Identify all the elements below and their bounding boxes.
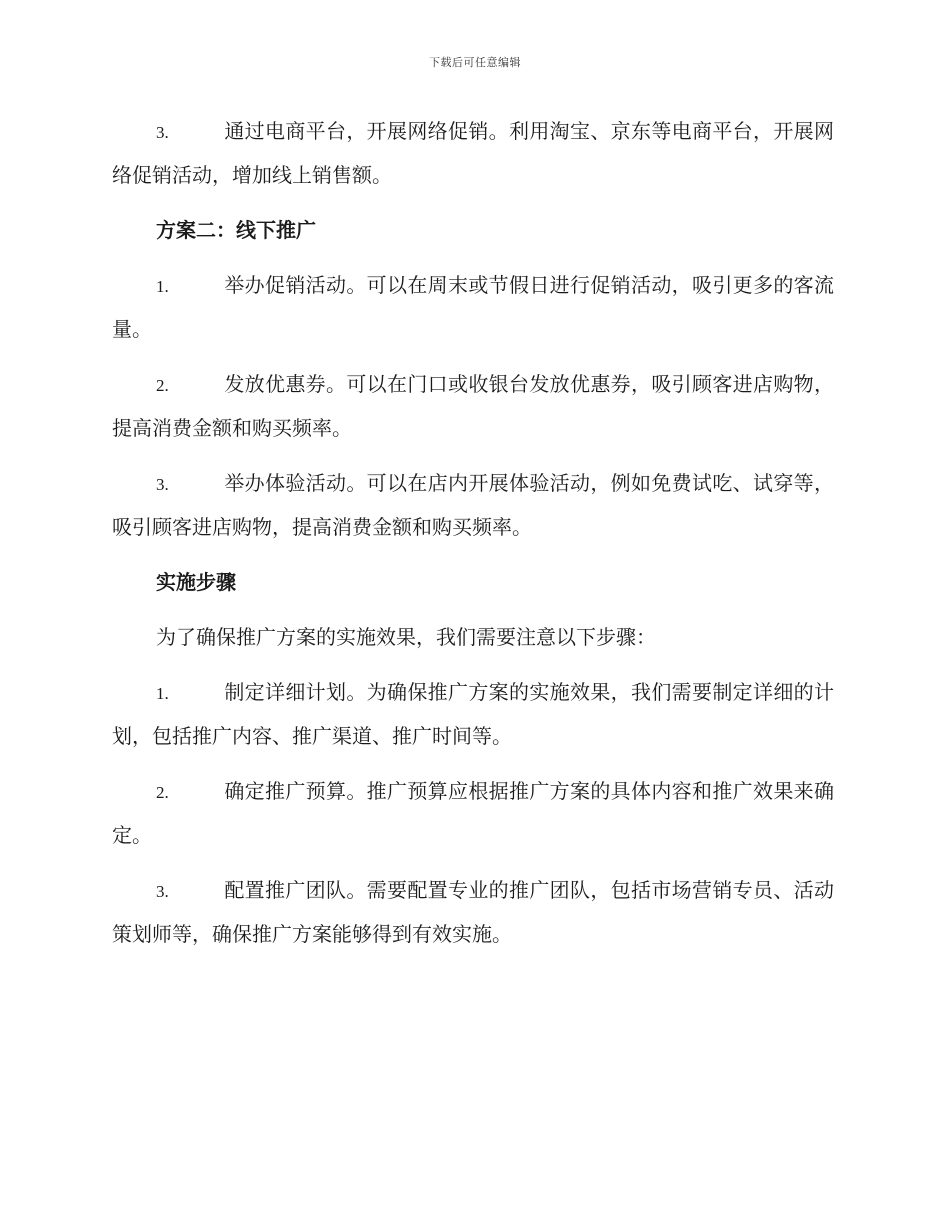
list-item [112, 671, 834, 757]
item-text: 举办体验活动。可以在店内开展体验活动，例如免费试吃、试穿等，吸引顾客进店购物，提高消费金额和购买频率。 [112, 471, 834, 539]
section-heading-offline: 方案二：线下推广 [156, 218, 316, 242]
item-text: 制定详细计划。为确保推广方案的实施效果，我们需要制定详细的计划，包括推广内容、推广渠道、推广时间等。 [112, 680, 834, 748]
item-number: 3. [156, 882, 169, 901]
item-text: 通过电商平台，开展网络促销。利用淘宝、京东等电商平台，开展网络促销活动，增加线上销售额。 [112, 119, 834, 187]
list-item [112, 363, 834, 449]
list-item [112, 869, 834, 955]
item-number: 1. [156, 684, 169, 703]
item-text: 确定推广预算。推广预算应根据推广方案的具体内容和推广效果来确定。 [112, 779, 834, 847]
item-number: 2. [156, 783, 169, 802]
item-text: 配置推广团队。需要配置专业的推广团队，包括市场营销专员、活动策划师等，确保推广方案能够得到有效实施。 [112, 878, 834, 946]
list-item [112, 110, 834, 196]
list-item [112, 770, 834, 856]
section-heading-implementation: 实施步骤 [156, 570, 236, 594]
item-text: 发放优惠券。可以在门口或收银台发放优惠券，吸引顾客进店购物，提高消费金额和购买频率。 [112, 372, 834, 440]
list-item [112, 264, 834, 350]
item-number: 2. [156, 376, 169, 395]
page-header: 下载后可任意编辑 [429, 56, 521, 69]
item-number: 3. [156, 123, 169, 142]
item-text: 举办促销活动。可以在周末或节假日进行促销活动，吸引更多的客流量。 [112, 273, 834, 341]
list-item [112, 462, 834, 548]
item-number: 1. [156, 277, 169, 296]
item-number: 3. [156, 475, 169, 494]
intro-paragraph: 为了确保推广方案的实施效果，我们需要注意以下步骤： [156, 625, 656, 649]
document-body [112, 110, 834, 968]
